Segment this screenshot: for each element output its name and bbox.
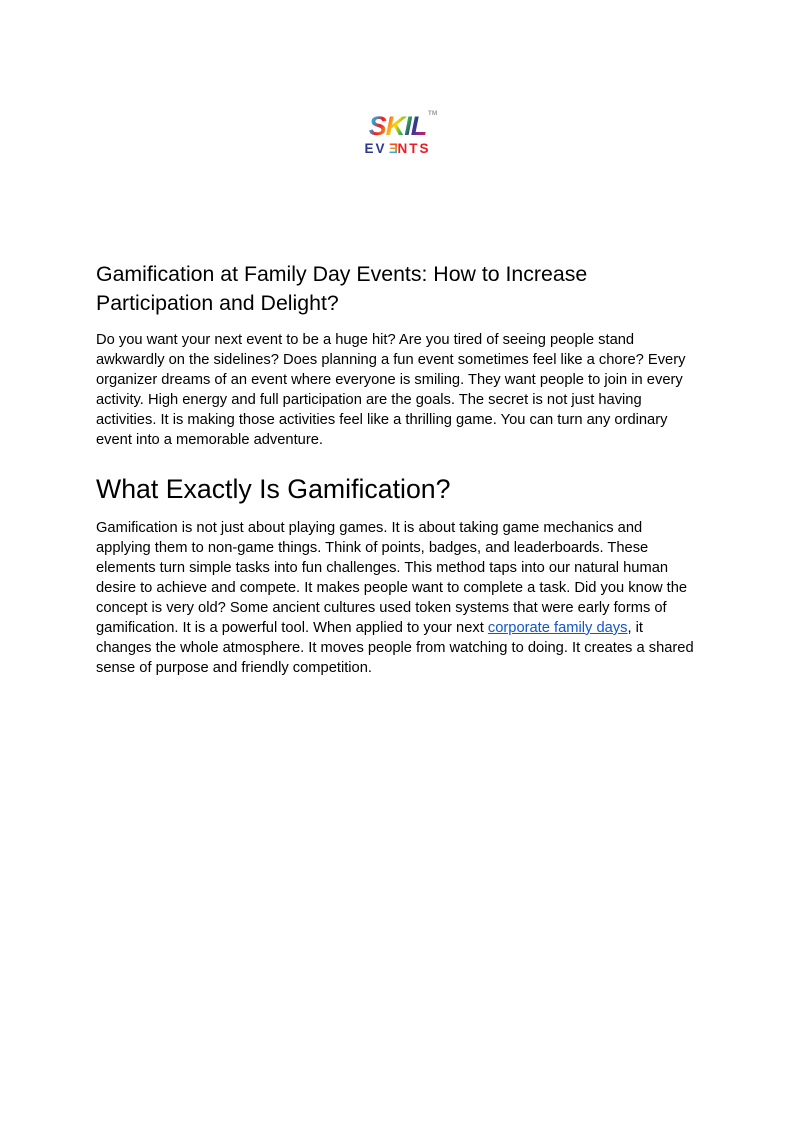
article-title: Gamification at Family Day Events: How to Increase Participation and Delight?: [96, 261, 588, 315]
section-text-before-link: Gamification is not just about playing games. It is about taking game mechanics and applying them to non-game things. Think of points, badges, and leaderboards. These elements turn simple tasks into fun challenges. This method taps into our natural human desire to achieve and compete. It makes people want to complete a task. Did you know the concept is very old? Some ancient cultures used token systems that were early forms of gamification. It is a powerful tool. When applied to your next: [96, 519, 688, 636]
logo-events-prefix: EV: [364, 141, 387, 156]
logo-brand-row: [368, 110, 438, 141]
logo-brand-text: SKIL: [368, 111, 427, 141]
skil-events-logo: [96, 0, 699, 157]
logo-trademark-mark: TM: [427, 110, 438, 117]
intro-paragraph: Do you want your next event to be a huge hit? Are you tired of seeing people stand awkwardly on the sidelines? Does planning a fun event sometimes feel like a chore? Every organizer dreams of an event where everyone is smiling. They want people to join in every activity. High energy and full participation are the goals. The secret is not just having activities. It is making those activities feel like a thrilling game. You can turn any ordinary event into a memorable adventure.: [96, 331, 686, 448]
section-heading: What Exactly Is Gamification?: [96, 473, 451, 504]
section-paragraph: [96, 518, 699, 678]
logo-events-suffix: NTS: [397, 141, 431, 156]
logo-events-mirrored-e: E: [386, 141, 398, 156]
corporate-family-days-link[interactable]: corporate family days: [487, 619, 628, 636]
section-text-after-link: , it changes the whole atmosphere. It moves people from watching to doing. It creates a shared sense of purpose and friendly competition.: [96, 619, 694, 676]
logo-events-text: [96, 142, 699, 157]
